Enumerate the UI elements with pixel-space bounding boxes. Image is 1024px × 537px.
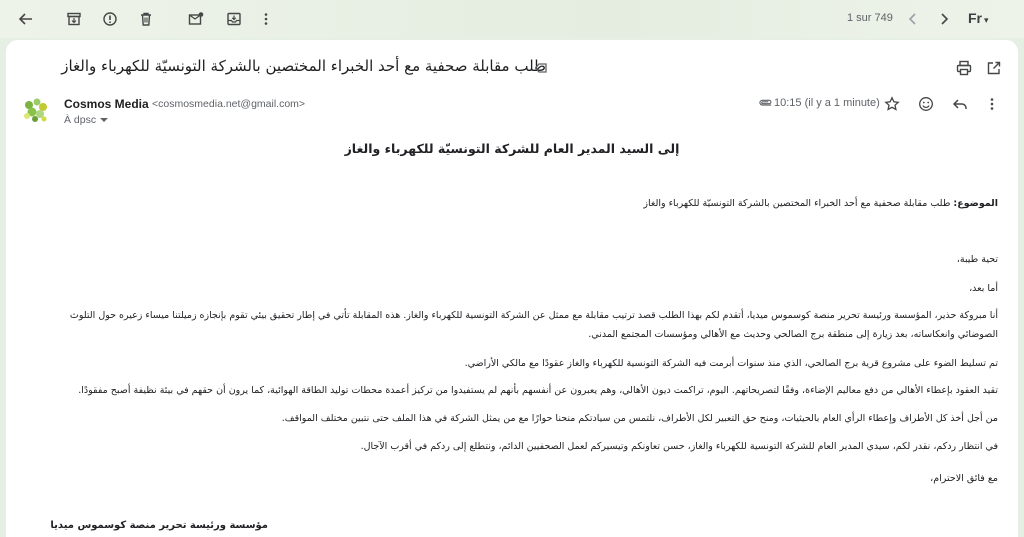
recipient-label: À dpsc [64,114,97,126]
archive-icon[interactable] [62,7,86,31]
language-label: Fr [968,10,982,26]
greeting: تحية طيبة، [956,254,998,265]
subject-label: الموضوع: [953,198,998,209]
more-vert-icon[interactable] [254,7,278,31]
reply-icon[interactable] [950,94,970,114]
closing-line: مع فائق الاحترام، [930,473,998,484]
sender-avatar[interactable] [18,94,52,128]
delete-icon[interactable] [134,7,158,31]
chevron-down-icon: ▾ [984,15,989,25]
back-arrow-icon[interactable] [14,7,38,31]
star-icon[interactable] [882,94,902,114]
signature: مؤسسة ورئيسة تحرير منصة كوسموس ميديا [50,520,268,531]
attachment-icon [758,98,772,110]
older-chevron-icon[interactable] [932,7,956,31]
intro-line: أما بعد، [969,283,998,294]
letter-subject-line [643,198,998,209]
sender-name[interactable]: Cosmos Media [64,97,149,111]
mark-unread-icon[interactable] [184,7,208,31]
open-new-window-icon[interactable] [984,58,1004,78]
paragraph-2: تم تسليط الضوء على مشروع قرية برج الصالحي، الذي منذ سنوات أبرمت فيه الشركة التونسية للكهرباء والغاز عقودًا مع مالكي الأراضي. [464,358,998,369]
letter-heading: إلى السيد المدير العام للشركة التونسيّة للكهرباء والغاز [344,141,680,156]
pager-count: 1 sur 749 [847,12,893,24]
print-icon[interactable] [954,58,974,78]
report-spam-icon[interactable] [98,7,122,31]
subject-row [6,54,1018,82]
recipient-details[interactable] [64,114,108,126]
paragraph-1-line-1: أنا مبروكة حذير، المؤسسة ورئيسة تحرير منصة كوسموس ميديا، أتقدم لكم بهذا الطلب قصد ترتيب مقابلة مع ممثل عن الشركة التونسية للكهرباء والغاز. هذه المقابلة تأتي في إطار تحقيق بيئي تقوم بإنجازه زميلتنا ميساء زعيره حول التلوث [69,310,998,321]
email-subject: طلب مقابلة صحفية مع أحد الخبراء المختصين بالشركة التونسيّة للكهرباء والغاز [61,57,546,75]
subject-text: طلب مقابلة صحفية مع أحد الخبراء المختصين بالشركة التونسيّة للكهرباء والغاز [643,198,951,209]
newer-chevron-icon[interactable] [901,7,925,31]
message-time: 10:15 (il y a 1 minute) [774,97,880,109]
sender-email: <cosmosmedia.net@gmail.com> [152,98,306,110]
paragraph-5: في انتظار ردكم، نقدر لكم، سيدي المدير العام للشركة التونسية للكهرباء والغاز، حسن تعاونكم وتيسيركم لعمل الصحفيين الدائم، ونتطلع إلى ردكم في أقرب الآجال. [360,441,998,452]
message-card [6,40,1018,537]
paragraph-3: تقيد العقود بإعطاء الأهالي من دفع معاليم الإضاءة، وفقًا لتصريحاتهم. اليوم، تراكمت ديون الأهالي، وهم يعبرون عن أنفسهم بأنهم لم يستفيدوا من تركيز أعمدة محطات توليد الطاقة الهوائية، كما يرون أن حقهم في بيئة نظيفة أصبح مفقودًا. [78,385,998,396]
move-to-icon[interactable] [222,7,246,31]
paragraph-1-line-2: الصوضائي وانعكاساته، بعد زيارة إلى منطقة برج الصالحي وحديث مع الأهالي ومؤسسات المجتمع المدني. [588,329,998,340]
emoji-reaction-icon[interactable] [916,94,936,114]
message-toolbar [0,0,1024,38]
language-selector[interactable] [968,10,989,26]
message-more-icon[interactable] [982,94,1002,114]
paragraph-4: من أجل أخذ كل الأطراف وإعطاء الرأي العام بالحيثيات، ومنح حق التعبير لكل الأطراف، نلتمس من سيادتكم منحنا حوارًا مع من يمثل الشركة في هذا الملف حتى نتبين مختلف المواقف. [281,413,998,424]
important-label-icon[interactable] [534,61,548,75]
caret-down-icon [100,118,108,122]
